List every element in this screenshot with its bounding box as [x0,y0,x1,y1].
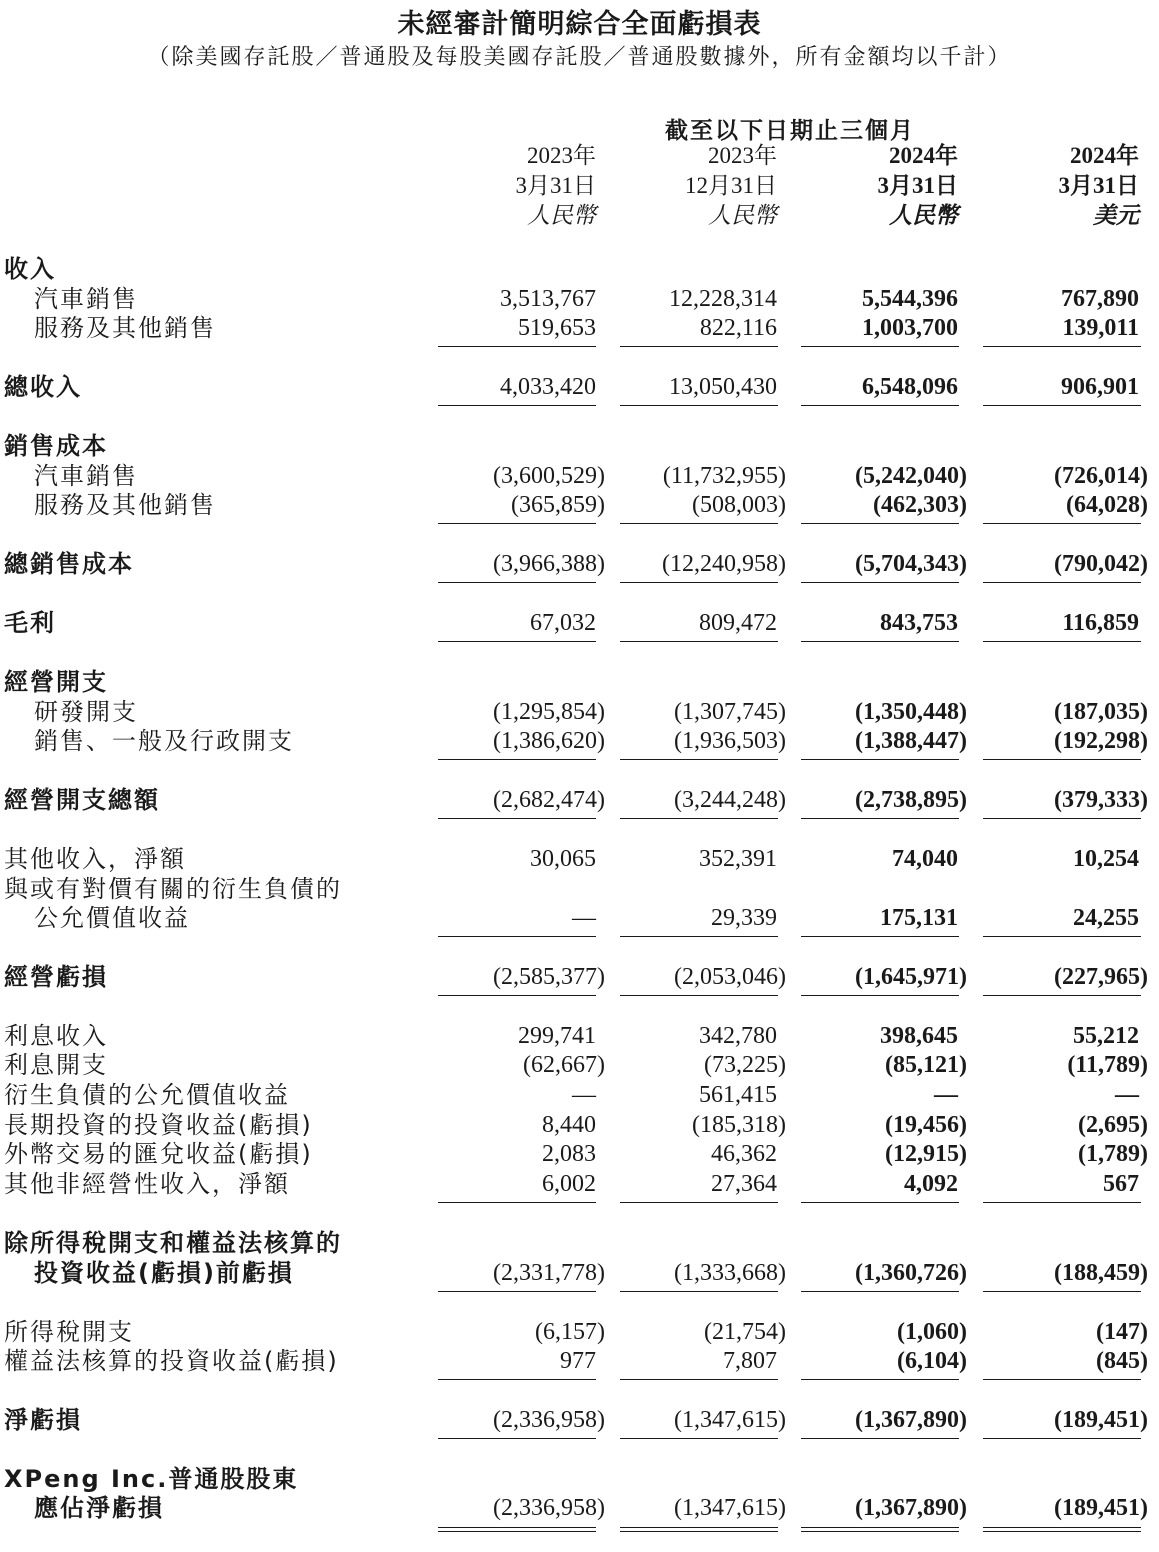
subtotal-rule [438,641,596,642]
subtotal-rule [801,1202,959,1203]
table-cell: (227,965) [1054,964,1148,990]
column-date: 3月31日 [877,173,958,198]
subtotal-rule [620,523,778,524]
table-cell: (1,789) [1078,1141,1148,1167]
table-cell: 977 [560,1348,596,1374]
table-cell: (21,754) [704,1319,786,1345]
table-cell: 519,653 [518,315,596,341]
table-cell: — [1115,1082,1139,1108]
row-label: 利息收入 [4,1022,108,1050]
table-cell: (1,307,745) [674,699,786,725]
table-cell: (1,386,620) [493,728,605,754]
table-row [0,697,1159,727]
subtotal-rule [983,1379,1141,1380]
subtotal-rule [801,523,959,524]
table-cell: 4,092 [904,1171,958,1197]
table-cell: 5,544,396 [862,286,958,312]
table-cell: 6,548,096 [862,374,958,400]
table-cell: 55,212 [1073,1023,1139,1049]
table-cell: (726,014) [1054,463,1148,489]
subtotal-rule [620,1202,778,1203]
table-cell: (188,459) [1054,1260,1148,1286]
period-heading: 截至以下日期止三個月 [665,118,915,144]
row-label: 經營開支總額 [4,786,160,814]
subtotal-rule [801,1379,959,1380]
table-cell: 10,254 [1073,846,1139,872]
table-row [0,1139,1159,1169]
subtotal-rule [620,759,778,760]
table-cell: (1,295,854) [493,699,605,725]
table-cell: 767,890 [1061,286,1139,312]
row-label: 其他非經營性收入，淨額 [4,1170,290,1198]
table-cell: — [572,905,596,931]
table-cell: 398,645 [880,1023,958,1049]
subtotal-rule [620,1379,778,1380]
table-row [0,667,1159,697]
table-cell: (1,367,890) [855,1407,967,1433]
row-label: 投資收益(虧損)前虧損 [34,1259,294,1287]
subtotal-rule [438,818,596,819]
table-row [0,1228,1159,1258]
table-cell: (6,157) [535,1319,605,1345]
table-cell: 13,050,430 [669,374,777,400]
subtotal-rule [983,1202,1141,1203]
total-double-rule [801,1527,959,1532]
table-cell: (2,695) [1078,1112,1148,1138]
table-cell: (3,244,248) [674,787,786,813]
table-row [0,726,1159,756]
subtotal-rule [801,346,959,347]
table-row [0,461,1159,491]
row-label: 權益法核算的投資收益(虧損) [4,1347,339,1375]
row-label: 應佔淨虧損 [34,1494,164,1522]
table-cell: (2,738,895) [855,787,967,813]
subtotal-rule [983,523,1141,524]
page-subtitle: （除美國存託股／普通股及每股美國存託股／普通股數據外，所有金額均以千計） [147,45,1012,70]
table-cell: (147) [1096,1319,1148,1345]
table-cell: (1,388,447) [855,728,967,754]
table-row [0,844,1159,874]
table-row [0,785,1159,815]
subtotal-rule [620,405,778,406]
table-cell: 7,807 [723,1348,777,1374]
table-cell: 116,859 [1062,610,1139,636]
table-cell: (19,456) [885,1112,967,1138]
row-label: 長期投資的投資收益(虧損) [4,1111,313,1139]
table-cell: (365,859) [511,492,605,518]
table-cell: 3,513,767 [500,286,596,312]
table-cell: (187,035) [1054,699,1148,725]
table-row [0,431,1159,461]
table-cell: (1,360,726) [855,1260,967,1286]
table-cell: (3,600,529) [493,463,605,489]
table-cell: (189,451) [1054,1495,1148,1521]
table-cell: 67,032 [530,610,596,636]
table-cell: (11,732,955) [662,463,786,489]
table-cell: 29,339 [711,905,777,931]
row-label: 汽車銷售 [34,285,138,313]
subtotal-rule [983,582,1141,583]
table-cell: (11,789) [1067,1052,1148,1078]
subtotal-rule [983,936,1141,937]
subtotal-rule [438,1438,596,1439]
table-cell: 175,131 [880,905,958,931]
total-double-rule [438,1527,596,1532]
table-cell: 299,741 [518,1023,596,1049]
table-row [0,1110,1159,1140]
table-cell: (508,003) [692,492,786,518]
subtotal-rule [620,582,778,583]
subtotal-rule [438,1379,596,1380]
row-label: 除所得稅開支和權益法核算的 [4,1229,342,1257]
subtotal-rule [801,995,959,996]
column-currency: 人民幣 [527,203,596,228]
table-cell: 561,415 [699,1082,777,1108]
table-row [0,313,1159,343]
table-cell: (790,042) [1054,551,1148,577]
table-cell: (1,347,615) [674,1495,786,1521]
column-year: 2024年 [1070,143,1139,168]
table-row [0,549,1159,579]
page-title: 未經審計簡明綜合全面虧損表 [397,9,762,40]
subtotal-rule [983,995,1141,996]
subtotal-rule [983,759,1141,760]
table-row [0,1346,1159,1376]
table-cell: (185,318) [692,1112,786,1138]
table-cell: (2,331,778) [493,1260,605,1286]
table-cell: (85,121) [885,1052,967,1078]
table-cell: 8,440 [542,1112,596,1138]
table-cell: 30,065 [530,846,596,872]
table-cell: (2,336,958) [493,1407,605,1433]
subtotal-rule [620,995,778,996]
subtotal-rule [620,346,778,347]
table-cell: (845) [1096,1348,1148,1374]
table-cell: (1,350,448) [855,699,967,725]
subtotal-rule [801,759,959,760]
row-label: 與或有對價有關的衍生負債的 [4,875,342,903]
table-cell: (462,303) [873,492,967,518]
total-double-rule [620,1527,778,1532]
table-row [0,1050,1159,1080]
row-label: 銷售成本 [4,432,108,460]
subtotal-rule [438,1291,596,1292]
table-cell: (5,242,040) [855,463,967,489]
column-date: 12月31日 [685,173,777,198]
table-cell: (1,936,503) [674,728,786,754]
subtotal-rule [438,995,596,996]
table-row [0,490,1159,520]
table-cell: (2,585,377) [493,964,605,990]
row-label: 總銷售成本 [4,550,134,578]
table-cell: 567 [1103,1171,1139,1197]
table-cell: 1,003,700 [862,315,958,341]
row-label: 利息開支 [4,1051,108,1079]
table-cell: (1,333,668) [674,1260,786,1286]
subtotal-rule [620,1438,778,1439]
table-cell: 139,011 [1062,315,1139,341]
subtotal-rule [438,346,596,347]
subtotal-rule [801,1438,959,1439]
row-label: XPeng Inc.普通股股東 [4,1465,299,1493]
subtotal-rule [983,405,1141,406]
table-row [0,1021,1159,1051]
table-row [0,874,1159,904]
row-label: 其他收入，淨額 [4,845,186,873]
subtotal-rule [983,1438,1141,1439]
row-label: 經營開支 [4,668,108,696]
row-label: 收入 [4,255,56,283]
subtotal-rule [438,936,596,937]
row-label: 服務及其他銷售 [34,314,216,342]
row-label: 經營虧損 [4,963,108,991]
subtotal-rule [620,936,778,937]
table-cell: 843,753 [880,610,958,636]
row-label: 衍生負債的公允價值收益 [4,1081,290,1109]
subtotal-rule [801,818,959,819]
subtotal-rule [620,818,778,819]
subtotal-rule [438,523,596,524]
table-cell: (64,028) [1066,492,1148,518]
subtotal-rule [801,405,959,406]
row-label: 汽車銷售 [34,462,138,490]
table-cell: (12,240,958) [662,551,786,577]
table-cell: (2,682,474) [493,787,605,813]
table-row [0,372,1159,402]
table-cell: (1,645,971) [855,964,967,990]
row-label: 淨虧損 [4,1406,82,1434]
table-row [0,903,1159,933]
total-double-rule [983,1527,1141,1532]
table-row [0,962,1159,992]
table-cell: 46,362 [711,1141,777,1167]
table-cell: (2,336,958) [493,1495,605,1521]
table-cell: 809,472 [699,610,777,636]
table-cell: (62,667) [523,1052,605,1078]
column-year: 2023年 [708,143,777,168]
row-label: 銷售、一般及行政開支 [34,727,294,755]
subtotal-rule [801,936,959,937]
table-cell: 906,901 [1061,374,1139,400]
table-row [0,1493,1159,1523]
table-cell: (6,104) [897,1348,967,1374]
table-cell: (1,367,890) [855,1495,967,1521]
table-cell: 27,364 [711,1171,777,1197]
table-row [0,1464,1159,1494]
subtotal-rule [801,582,959,583]
table-row [0,1258,1159,1288]
table-cell: (1,060) [897,1319,967,1345]
column-date: 3月31日 [515,173,596,198]
table-cell: (189,451) [1054,1407,1148,1433]
table-cell: (12,915) [885,1141,967,1167]
subtotal-rule [438,405,596,406]
column-currency: 人民幣 [708,203,777,228]
table-row [0,1317,1159,1347]
subtotal-rule [983,346,1141,347]
subtotal-rule [983,818,1141,819]
table-cell: 342,780 [699,1023,777,1049]
table-cell: 4,033,420 [500,374,596,400]
table-row [0,1169,1159,1199]
table-cell: — [572,1082,596,1108]
table-cell: 822,116 [699,315,777,341]
table-cell: (1,347,615) [674,1407,786,1433]
column-year: 2024年 [889,143,958,168]
row-label: 研發開支 [34,698,138,726]
table-cell: — [934,1082,958,1108]
column-currency: 美元 [1093,203,1139,228]
table-cell: (192,298) [1054,728,1148,754]
table-cell: 74,040 [892,846,958,872]
table-cell: (3,966,388) [493,551,605,577]
row-label: 毛利 [4,609,56,637]
subtotal-rule [438,1202,596,1203]
table-row [0,254,1159,284]
row-label: 外幣交易的匯兌收益(虧損) [4,1140,313,1168]
table-cell: 6,002 [542,1171,596,1197]
row-label: 服務及其他銷售 [34,491,216,519]
row-label: 所得稅開支 [4,1318,134,1346]
subtotal-rule [983,1291,1141,1292]
subtotal-rule [620,641,778,642]
table-cell: 352,391 [699,846,777,872]
table-cell: 12,228,314 [669,286,777,312]
subtotal-rule [983,641,1141,642]
table-cell: (379,333) [1054,787,1148,813]
column-date: 3月31日 [1058,173,1139,198]
table-row [0,284,1159,314]
subtotal-rule [620,1291,778,1292]
subtotal-rule [801,1291,959,1292]
subtotal-rule [438,582,596,583]
table-cell: 24,255 [1073,905,1139,931]
table-row [0,608,1159,638]
table-cell: (5,704,343) [855,551,967,577]
column-currency: 人民幣 [889,203,958,228]
table-row [0,1080,1159,1110]
column-year: 2023年 [527,143,596,168]
table-cell: (73,225) [704,1052,786,1078]
table-cell: 2,083 [542,1141,596,1167]
table-row [0,1405,1159,1435]
subtotal-rule [438,759,596,760]
row-label: 公允價值收益 [34,904,190,932]
row-label: 總收入 [4,373,82,401]
table-cell: (2,053,046) [674,964,786,990]
subtotal-rule [801,641,959,642]
